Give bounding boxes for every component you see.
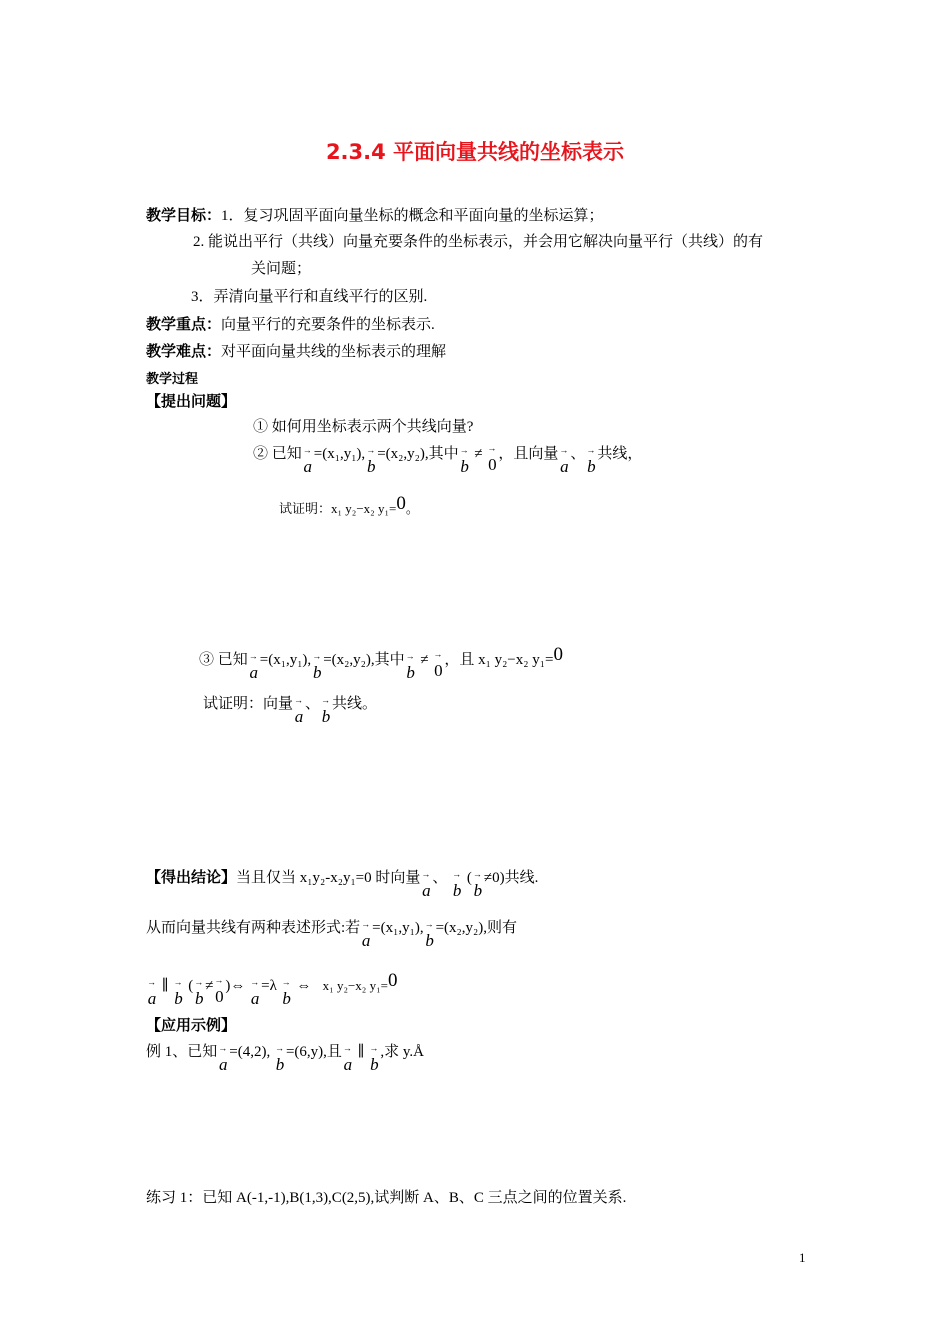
- vector-b: → b: [172, 989, 184, 1009]
- prove1-tail: 。: [405, 501, 419, 516]
- vector-a: → a: [217, 1055, 229, 1075]
- objective-1: 1．复习巩固平面向量坐标的概念和平面向量的坐标运算；: [221, 208, 604, 224]
- equivalence-line: [146, 970, 397, 1009]
- vector-b: → b: [365, 457, 377, 477]
- difficulty-text: 对平面向量共线的坐标表示的理解: [221, 344, 447, 360]
- key-point-label: 教学重点：: [146, 315, 222, 333]
- zero-vector: → 0: [213, 987, 225, 1007]
- equiv-expr: x₁ y₂−x₂ y₁=: [322, 978, 388, 993]
- conclusion-label: 【得出结论】: [146, 868, 237, 886]
- q3-cond: ，且 x₁ y₂−x₂ y₁=: [444, 652, 554, 668]
- equiv-iff: ⇔: [296, 978, 312, 994]
- prove1-zero: 0: [396, 493, 406, 514]
- question-2: ② 已知→ a=(x₁,y₁),→ b=(x₂,y₂),其中→ b ≠ → 0，且向量→ a、→ b共线，: [253, 442, 642, 477]
- equiv-neq: ≠: [205, 978, 214, 994]
- q3-b-coord: =(x₂,y₂),其中: [323, 652, 405, 668]
- vector-b: → b: [311, 663, 323, 683]
- conclusion-line: [146, 866, 538, 901]
- vector-a: → a: [249, 989, 261, 1009]
- vector-a: → a: [146, 989, 158, 1009]
- vector-a: → a: [248, 663, 260, 683]
- q2-a-coord: =(x₁,y₁),: [313, 446, 366, 462]
- equiv-close: )⇔: [225, 978, 246, 994]
- q3-a-coord: =(x₁,y₁),: [259, 652, 312, 668]
- vector-b: → b: [472, 881, 484, 901]
- parallel-symbol: ∥: [161, 978, 169, 994]
- difficulty-label: 教学难点：: [146, 342, 222, 360]
- key-point-text: 向量平行的充要条件的坐标表示.: [221, 317, 435, 333]
- key-point-line: [146, 313, 435, 334]
- vector-b: → b: [193, 989, 205, 1009]
- example1-b: =(6,y),且: [285, 1044, 342, 1060]
- q3-zero: 0: [553, 644, 563, 665]
- q2-cond: ，且向量: [498, 446, 559, 462]
- vector-b: → b: [424, 931, 436, 951]
- page-number: 1: [799, 1250, 806, 1265]
- vector-b: → b: [459, 457, 471, 477]
- prove2-prefix: 试证明：向量: [203, 696, 294, 712]
- objective-2a: 2. 能说出平行（共线）向量充要条件的坐标表示，并会用它解决向量平行（共线）的有: [193, 234, 764, 250]
- equiv-zero: 0: [387, 970, 398, 991]
- prove2-tail: 共线。: [332, 696, 378, 712]
- difficulty-line: [146, 340, 446, 361]
- objective-3: 3．弄清向量平行和直线平行的区别.: [191, 289, 428, 305]
- vector-b: → b: [451, 881, 463, 901]
- two-forms-a: =(x₁,y₁),: [372, 920, 424, 936]
- parallel-symbol: ∥: [357, 1044, 365, 1060]
- vector-a: → a: [293, 707, 305, 727]
- example1-a: =(4,2),: [229, 1044, 271, 1060]
- example-label: 【应用示例】: [146, 1016, 237, 1034]
- process-label: 教学过程: [146, 372, 199, 387]
- vector-a: → a: [342, 1055, 354, 1075]
- prove-1: [279, 493, 419, 517]
- prove1-expr: x₁ y₂−x₂ y₁=: [331, 501, 397, 516]
- conclusion-sep: 、: [432, 870, 448, 886]
- prove1-prefix: 试证明：: [279, 501, 332, 516]
- vector-b: → b: [281, 989, 293, 1009]
- prove-2: [203, 692, 377, 727]
- question-1: ① 如何用坐标表示两个共线向量?: [253, 419, 474, 435]
- example1-tail: ,求 y.Å: [380, 1044, 424, 1060]
- equiv-eq: =λ: [261, 978, 277, 994]
- vector-b: → b: [368, 1055, 380, 1075]
- exercise-1: 练习 1：已知 A(-1,-1),B(1,3),C(2,5),试判断 A、B、C 三点之间的位置关系.: [146, 1190, 627, 1206]
- conclusion-neq: ≠0)共线.: [483, 870, 539, 886]
- q3-prefix: ③ 已知: [199, 652, 248, 668]
- objectives-line-1: [146, 204, 604, 225]
- question-3: ③ 已知→ a=(x₁,y₁),→ b=(x₂,y₂),其中→ b ≠ → 0，且 x₁ y₂−x₂ y₁=0: [199, 644, 563, 683]
- two-forms-prefix: 从而向量共线有两种表述形式:若: [146, 920, 361, 936]
- raise-question-label: 【提出问题】: [146, 392, 237, 410]
- vector-b: → b: [320, 707, 332, 727]
- q2-b-coord: =(x₂,y₂),其中: [377, 446, 459, 462]
- vector-a: → a: [558, 457, 570, 477]
- conclusion-text: 当且仅当 x₁y₂-x₂y₁=0 时向量: [236, 870, 421, 886]
- vector-b: → b: [274, 1055, 286, 1075]
- two-forms-line: [146, 916, 517, 951]
- vector-a: → a: [360, 931, 372, 951]
- vector-a: → a: [302, 457, 314, 477]
- vector-a: → a: [420, 881, 432, 901]
- equiv-paren: (: [188, 978, 194, 994]
- objectives-label: 教学目标：: [146, 206, 222, 224]
- example1-prefix: 例 1、已知: [146, 1044, 218, 1060]
- vector-b: → b: [585, 457, 597, 477]
- zero-vector: → 0: [432, 661, 444, 681]
- q2-prefix: ② 已知: [253, 446, 302, 462]
- q2-sep: 、: [570, 446, 586, 462]
- page-title: 2.3.4 平面向量共线的坐标表示: [325, 140, 625, 164]
- two-forms-b: =(x₂,y₂),则有: [435, 920, 518, 936]
- q2-tail: 共线，: [597, 446, 643, 462]
- prove2-sep: 、: [305, 696, 321, 712]
- zero-vector: → 0: [486, 455, 498, 475]
- example-1: [146, 1040, 424, 1075]
- vector-b: → b: [405, 663, 417, 683]
- objective-2b: 关问题；: [251, 261, 312, 277]
- conclusion-paren: (: [466, 870, 472, 886]
